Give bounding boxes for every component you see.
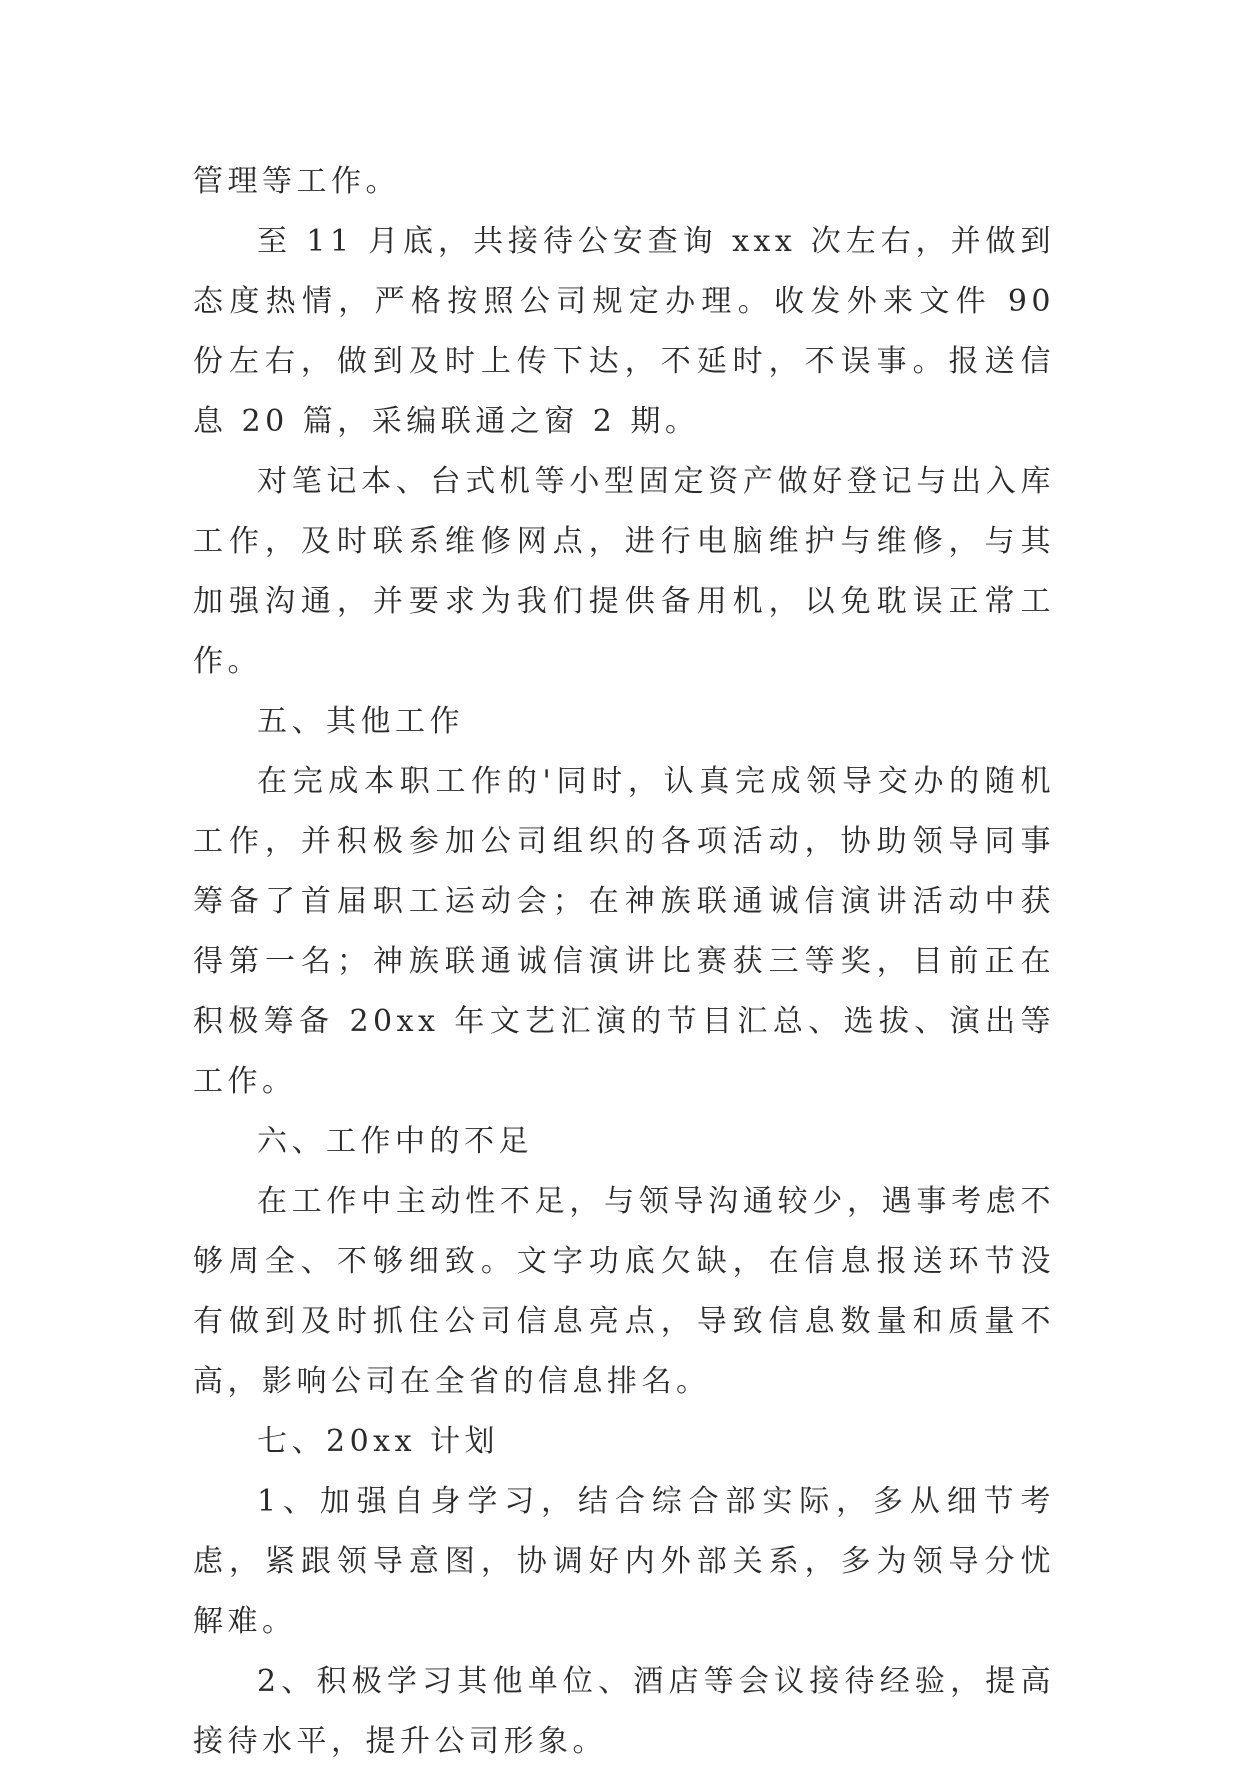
- document-body: [193, 152, 1055, 1772]
- paragraph-plan-item-2: 2、积极学习其他单位、酒店等会议接待经验，提高接待水平，提升公司形象。: [193, 1664, 1055, 1759]
- section-heading-other-work: 五、其他工作: [257, 704, 464, 739]
- paragraph-plan-item-1: 1、加强自身学习，结合综合部实际，多从细节考虑，紧跟领导意图，协调好内外部关系，多为领导分忧解难。: [193, 1484, 1055, 1639]
- section-heading-shortcomings: 六、工作中的不足: [257, 1124, 533, 1159]
- paragraph-reception-stats: 至 11 月底，共接待公安查询 xxx 次左右，并做到态度热情，严格按照公司规定办理。收发外来文件 90 份左右，做到及时上传下达，不延时，不误事。报送信息 20 篇，采编联通之窗 2 期。: [193, 224, 1055, 439]
- paragraph-shortcomings: 在工作中主动性不足，与领导沟通较少，遇事考虑不够周全、不够细致。文字功底欠缺，在信息报送环节没有做到及时抓住公司信息亮点，导致信息数量和质量不高，影响公司在全省的信息排名。: [193, 1184, 1055, 1399]
- paragraph-other-work: 在完成本职工作的'同时，认真完成领导交办的随机工作，并积极参加公司组织的各项活动，协助领导同事筹备了首届职工运动会；在神族联通诚信演讲活动中获得第一名；神族联通诚信演讲比赛获三等奖，目前正在积极筹备 20xx 年文艺汇演的节目汇总、选拔、演出等工作。: [193, 764, 1055, 1099]
- paragraph-asset-management: 对笔记本、台式机等小型固定资产做好登记与出入库工作，及时联系维修网点，进行电脑维护与维修，与其加强沟通，并要求为我们提供备用机，以免耽误正常工作。: [193, 464, 1055, 679]
- section-heading-plan: 七、20xx 计划: [257, 1424, 500, 1459]
- paragraph-continuation: 管理等工作。: [193, 164, 400, 199]
